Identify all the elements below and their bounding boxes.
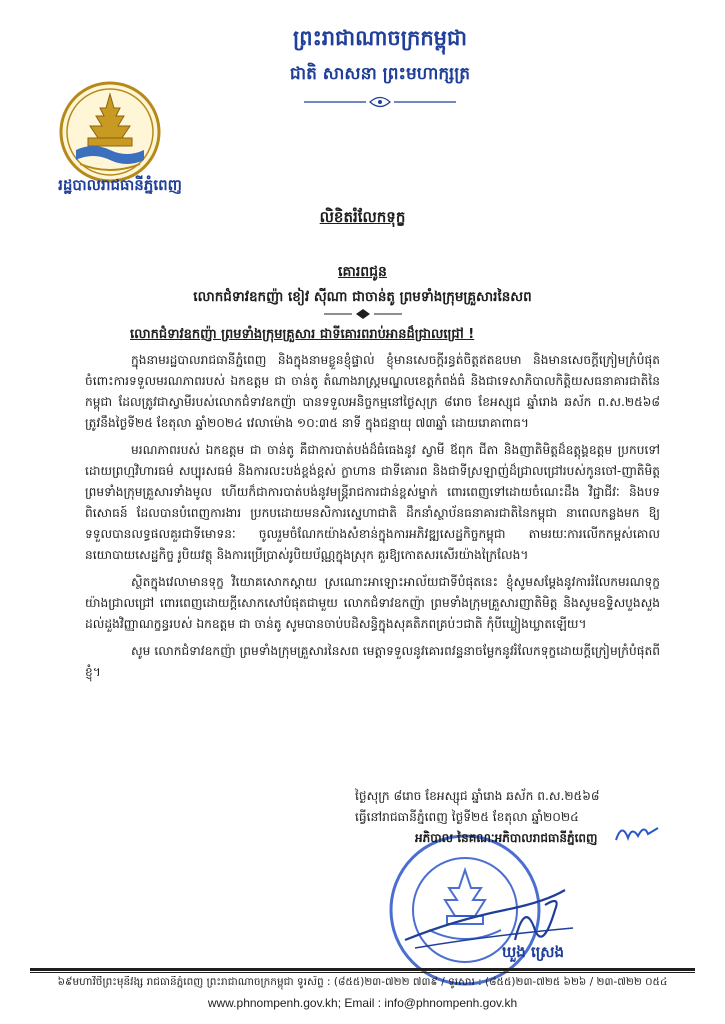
body-paragraph-4: សូម លោកជំទាវឧកញ៉ា ព្រមទាំងក្រុមគ្រួសារនៃសព មេត្តាទទួលនូវគោរពវន្ទនាចម្លែកនូវរំលែកទុក្ខដោយក្តីក្រៀមក្រំបំផុតពីខ្ញុំ។ [85,644,660,679]
email-link[interactable]: info@phnompenh.gov.kh [384,996,518,1010]
ornament-divider-icon [300,95,460,109]
footer-contact [30,996,695,1010]
footer-divider [30,968,695,971]
initials-mark-icon [612,818,662,848]
footer-address: ៦៩មហាវិថីព្រះមុនីវង្ស រាជធានីភ្នំពេញ ព្រះរាជាណាចក្រកម្ពុជា ទូរស័ព្ទ : (៨៥៥)២៣-៧២២ ៧៣៩ / ទូរសារ : (៨៥៥)២៣-៧២៥ ៦២៦ / ២៣-៧២២ ០៥៤ [57,976,668,988]
document-type: លិខិតរំលែកទុក្ខ [319,208,406,226]
signer-name: ឃួង ស្រេង [501,943,565,961]
body-paragraph-3: ស្ថិតក្នុងវេលាមានទុក្ខ វិយោគសោកស្តាយ ស្រណោះអាឡោះអាល័យជាទីបំផុតនេះ ខ្ញុំសូមសម្តែងនូវការរំលែកមរណទុក្ខយ៉ាងជ្រាលជ្រៅ ពោរពេញដោយក្តីសោកសៅបំផុតជាមួយ លោកជំទាវឧកញ៉ា ព្រមទាំងក្រុមគ្រួសារញាតិមិត្ត និងសូមឧទ្ទិសបួងសួងដល់ដួងវិញ្ញាណក្ខន្ធរបស់ ឯកឧត្តម ជា ចាន់តូ សូមបានចាប់បដិសន្ធិក្នុងសុគតិភពគ្រប់ៗជាតិ កុំបីឃ្លៀងឃ្លាតឡើយ។ [85,575,660,631]
salutation: លោកជំទាវឧកញ៉ា ព្រមទាំងក្រុមគ្រួសារ ជាទីគោរពរាប់អានដ៏ជ្រាលជ្រៅ ! [130,327,475,342]
body-paragraph-1: ក្នុងនាមរដ្ឋបាលរាជធានីភ្នំពេញ និងក្នុងនាមខ្លួនខ្ញុំផ្ទាល់ ខ្ញុំមានសេចក្តីរន្ធត់ចិត្តឥតឧបមា និងមានសេចក្តីក្រៀមក្រំបំផុត ចំពោះការទទួលមរណភាពរបស់ ឯកឧត្តម ជា ចាន់តូ តំណាងរាស្ត្រមណ្ឌលខេត្តកំពង់ធំ និងជាទេសាភិបាលកិត្តិយសធនាគារជាតិនៃកម្ពុជា ដែលត្រូវជាស្វាមីរបស់លោកជំទាវឧកញ៉ា បានទទួលអនិច្ចកម្មនៅថ្ងៃសុក្រ ៨រោច ខែអស្សុជ ឆ្នាំរោង ឆស័ក ព.ស.២៥៦៨ ត្រូវនឹងថ្ងៃទី២៥ ខែតុលា ឆ្នាំ២០២៤ វេលាម៉ោង ១០:៣៥ នាទី ក្នុងជន្មាយុ ៧៣ឆ្នាំ ដោយរោគាពាធ។ [85,353,660,430]
contact-separator: ; [337,996,342,1010]
kingdom-title: ព្រះរាជាណាចក្រកម្ពុជា [292,26,467,50]
municipality-name: រដ្ឋបាលរាជធានីភ្នំពេញ [58,176,182,194]
lunar-date: ថ្ងៃសុក្រ ៨រោច ខែអស្សុជ ឆ្នាំរោង ឆស័ក ព.ស.២៥៦៨ [355,789,600,803]
letter-body [85,350,660,689]
body-paragraph-2: មរណភាពរបស់ ឯកឧត្តម ជា ចាន់តូ គឺជាការបាត់បង់ដ៏ធំធេងនូវ ស្វាមី ឪពុក ជីតា និងញាតិមិត្តដ៏ឧត្តុង្គឧត្តម ប្រកបទៅដោយព្រហ្មវិហារធម៌ សប្បុរសធម៌ និងការលះបង់ខ្ពង់ខ្ពស់ ក្លាហាន ជាទីគោរព និងជាទីស្រឡាញ់ដ៏ជ្រាលជ្រៅរបស់កូនចៅ-ញាតិមិត្ត ព្រមទាំងក្រុមគ្រួសារទាំងមូល ហើយក៏ជាការបាត់បង់នូវមន្ត្រីរាជការជាន់ខ្ពស់ម្នាក់ ពោរពេញទៅដោយចំណេះដឹង វិជ្ជាជីវៈ និងបទពិសោធន៍ ដែលបានបំពេញការងារ ប្រកបដោយមនសិការស្នេហាជាតិ ដឹកនាំស្ថាប័នធនាគារជាតិនៃកម្ពុជា នាពេលកន្លងមក ឱ្យទទួលបានលទ្ធផលគួរជាទីមោទនៈ ចូលរួមចំណែកយ៉ាងសំខាន់ក្នុងការអភិវឌ្ឍសេដ្ឋកិច្ចកម្ពុជា តាមរយៈការលើកកម្ពស់គោលនយោបាយសេដ្ឋកិច្ច រូបិយវត្ថុ និងការប្រើប្រាស់រូបិយប័ណ្ណក្នុងស្រុក គួរឱ្យកោតសរសើរយ៉ាងក្រៃលែង។ [85,443,660,562]
solar-date: ធ្វើនៅរាជធានីភ្នំពេញ ថ្ងៃទី២៥ ខែតុលា ឆ្នាំ២០២៤ [355,810,579,824]
small-ornament-icon [322,308,404,320]
email-label: Email : [344,996,382,1010]
signer-title: អភិបាល នៃគណៈអភិបាលរាជធានីភ្នំពេញ [415,831,598,845]
recipient-line: លោកជំទាវឧកញ៉ា ខៀវ ស៊ីណា ជាចាន់តូ ព្រមទាំងក្រុមគ្រួសារនៃសព [193,289,532,305]
municipality-logo-icon [58,80,162,184]
footer-divider-thin [30,972,695,973]
website-link[interactable]: www.phnompenh.gov.kh [207,996,338,1010]
national-motto: ជាតិ សាសនា ព្រះមហាក្សត្រ [289,64,471,84]
respectfully-to: គោរពជូន [338,264,387,280]
